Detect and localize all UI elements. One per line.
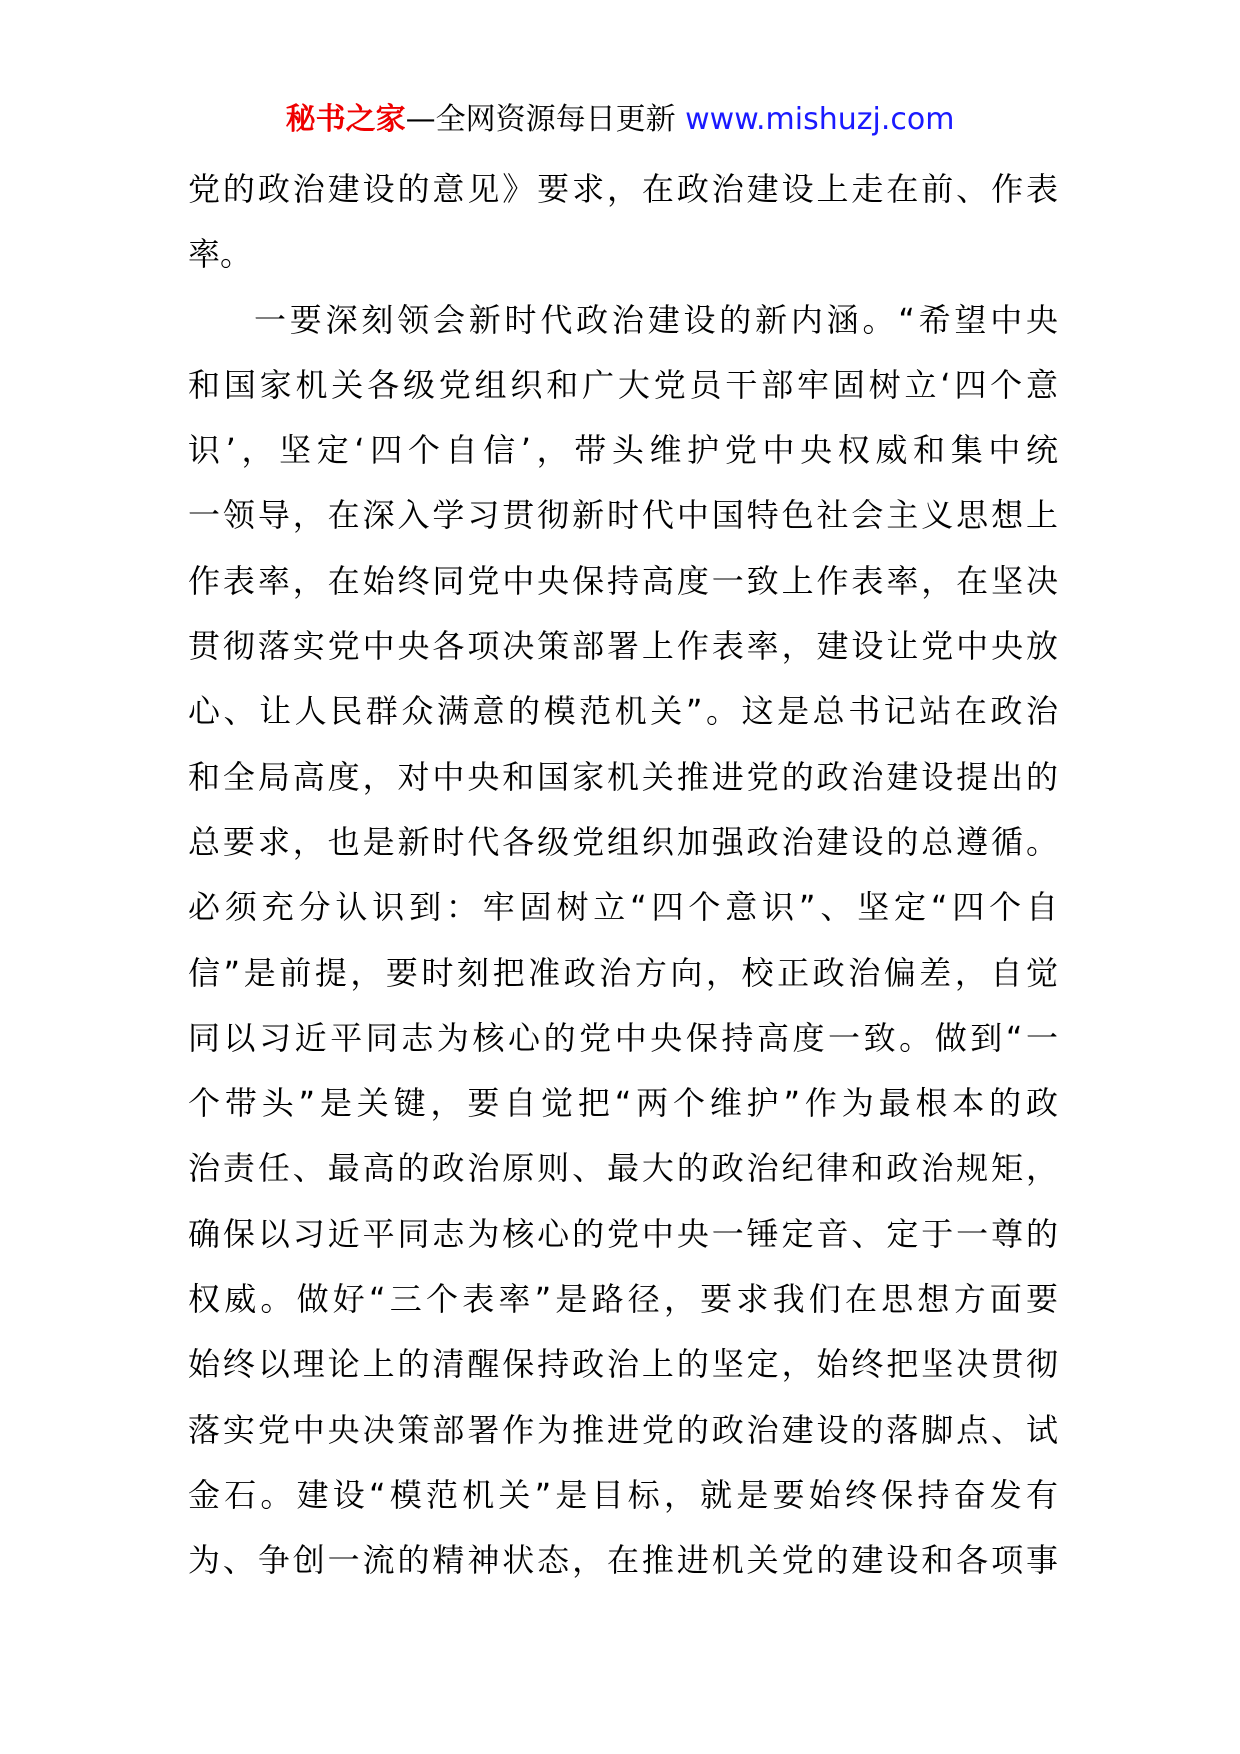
brand-name: 秘书之家 bbox=[285, 102, 406, 137]
text-line: 始终以理论上的清醒保持政治上的坚定，始终把坚决贯彻 bbox=[188, 1345, 1058, 1384]
header-tagline: —全网资源每日更新 bbox=[405, 102, 676, 137]
text-line: 率。 bbox=[188, 235, 253, 274]
text-line: 必须充分认识到：牢固树立“四个意识”、坚定“四个自 bbox=[188, 888, 1058, 927]
text-line: 党的政治建设的意见》要求，在政治建设上走在前、作表 bbox=[188, 170, 1058, 208]
text-line: 权威。做好“三个表率”是路径，要求我们在思想方面要 bbox=[188, 1280, 1058, 1319]
text-line: 和国家机关各级党组织和广大党员干部牢固树立‘四个意 bbox=[188, 365, 1058, 404]
text-line: 落实党中央决策部署作为推进党的政治建设的落脚点、试 bbox=[188, 1410, 1058, 1449]
text-line: 作表率，在始终同党中央保持高度一致上作表率，在坚决 bbox=[188, 561, 1058, 600]
text-line: 识’，坚定‘四个自信’，带头维护党中央权威和集中统 bbox=[188, 431, 1058, 470]
text-line: 金石。建设“模范机关”是目标，就是要始终保持奋发有 bbox=[188, 1475, 1058, 1514]
text-line: 贯彻落实党中央各项决策部署上作表率，建设让党中央放 bbox=[188, 627, 1058, 666]
page-header bbox=[0, 100, 1240, 140]
paragraph-first-line: 一要深刻领会新时代政治建设的新内涵。“希望中央 bbox=[254, 300, 1058, 339]
text-line: 心、让人民群众满意的模范机关”。这是总书记站在政治 bbox=[188, 692, 1058, 731]
text-line: 确保以习近平同志为核心的党中央一锤定音、定于一尊的 bbox=[188, 1214, 1058, 1253]
text-line: 为、争创一流的精神状态，在推进机关党的建设和各项事 bbox=[188, 1541, 1058, 1580]
text-line: 和全局高度，对中央和国家机关推进党的政治建设提出的 bbox=[188, 757, 1058, 796]
text-line: 治责任、最高的政治原则、最大的政治纪律和政治规矩， bbox=[188, 1149, 1058, 1188]
text-line: 信”是前提，要时刻把准政治方向，校正政治偏差，自觉 bbox=[188, 953, 1058, 992]
text-line: 个带头”是关键，要自觉把“两个维护”作为最根本的政 bbox=[188, 1084, 1058, 1123]
site-url-link[interactable]: www.mishuzj.com bbox=[685, 102, 955, 137]
text-line: 总要求，也是新时代各级党组织加强政治建设的总遵循。 bbox=[188, 822, 1058, 861]
text-line: 一领导，在深入学习贯彻新时代中国特色社会主义思想上 bbox=[188, 496, 1058, 535]
text-line: 同以习近平同志为核心的党中央保持高度一致。做到“一 bbox=[188, 1018, 1058, 1057]
body-text bbox=[188, 157, 1058, 1594]
